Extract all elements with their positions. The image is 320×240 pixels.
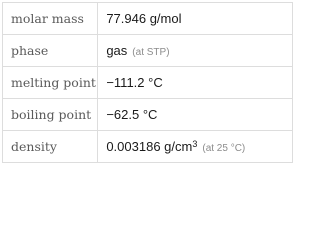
value-text: −111.2 °C <box>106 75 163 90</box>
table-row <box>3 35 293 67</box>
value-text: −62.5 °C <box>106 107 158 122</box>
property-value-molar-mass <box>98 3 293 35</box>
value-text: 77.946 g/mol <box>106 11 182 26</box>
table-row <box>3 67 293 99</box>
property-label-density: density <box>3 131 98 163</box>
condition-note: (at 25 °C) <box>202 143 246 154</box>
property-label-melting-point: melting point <box>3 67 98 99</box>
property-value-boiling-point <box>98 99 293 131</box>
value-text: gas <box>106 43 128 58</box>
table-row <box>3 131 293 163</box>
property-value-melting-point <box>98 67 293 99</box>
unit-superscript: 3 <box>192 138 198 149</box>
table-row <box>3 3 293 35</box>
property-value-phase <box>98 35 293 67</box>
condition-note: (at STP) <box>132 47 170 58</box>
table-row <box>3 99 293 131</box>
property-label-phase: phase <box>3 35 98 67</box>
property-label-boiling-point: boiling point <box>3 99 98 131</box>
value-text: 0.003186 g/cm <box>106 139 193 154</box>
properties-table <box>2 2 293 163</box>
property-label-molar-mass: molar mass <box>3 3 98 35</box>
property-value-density <box>98 131 293 163</box>
